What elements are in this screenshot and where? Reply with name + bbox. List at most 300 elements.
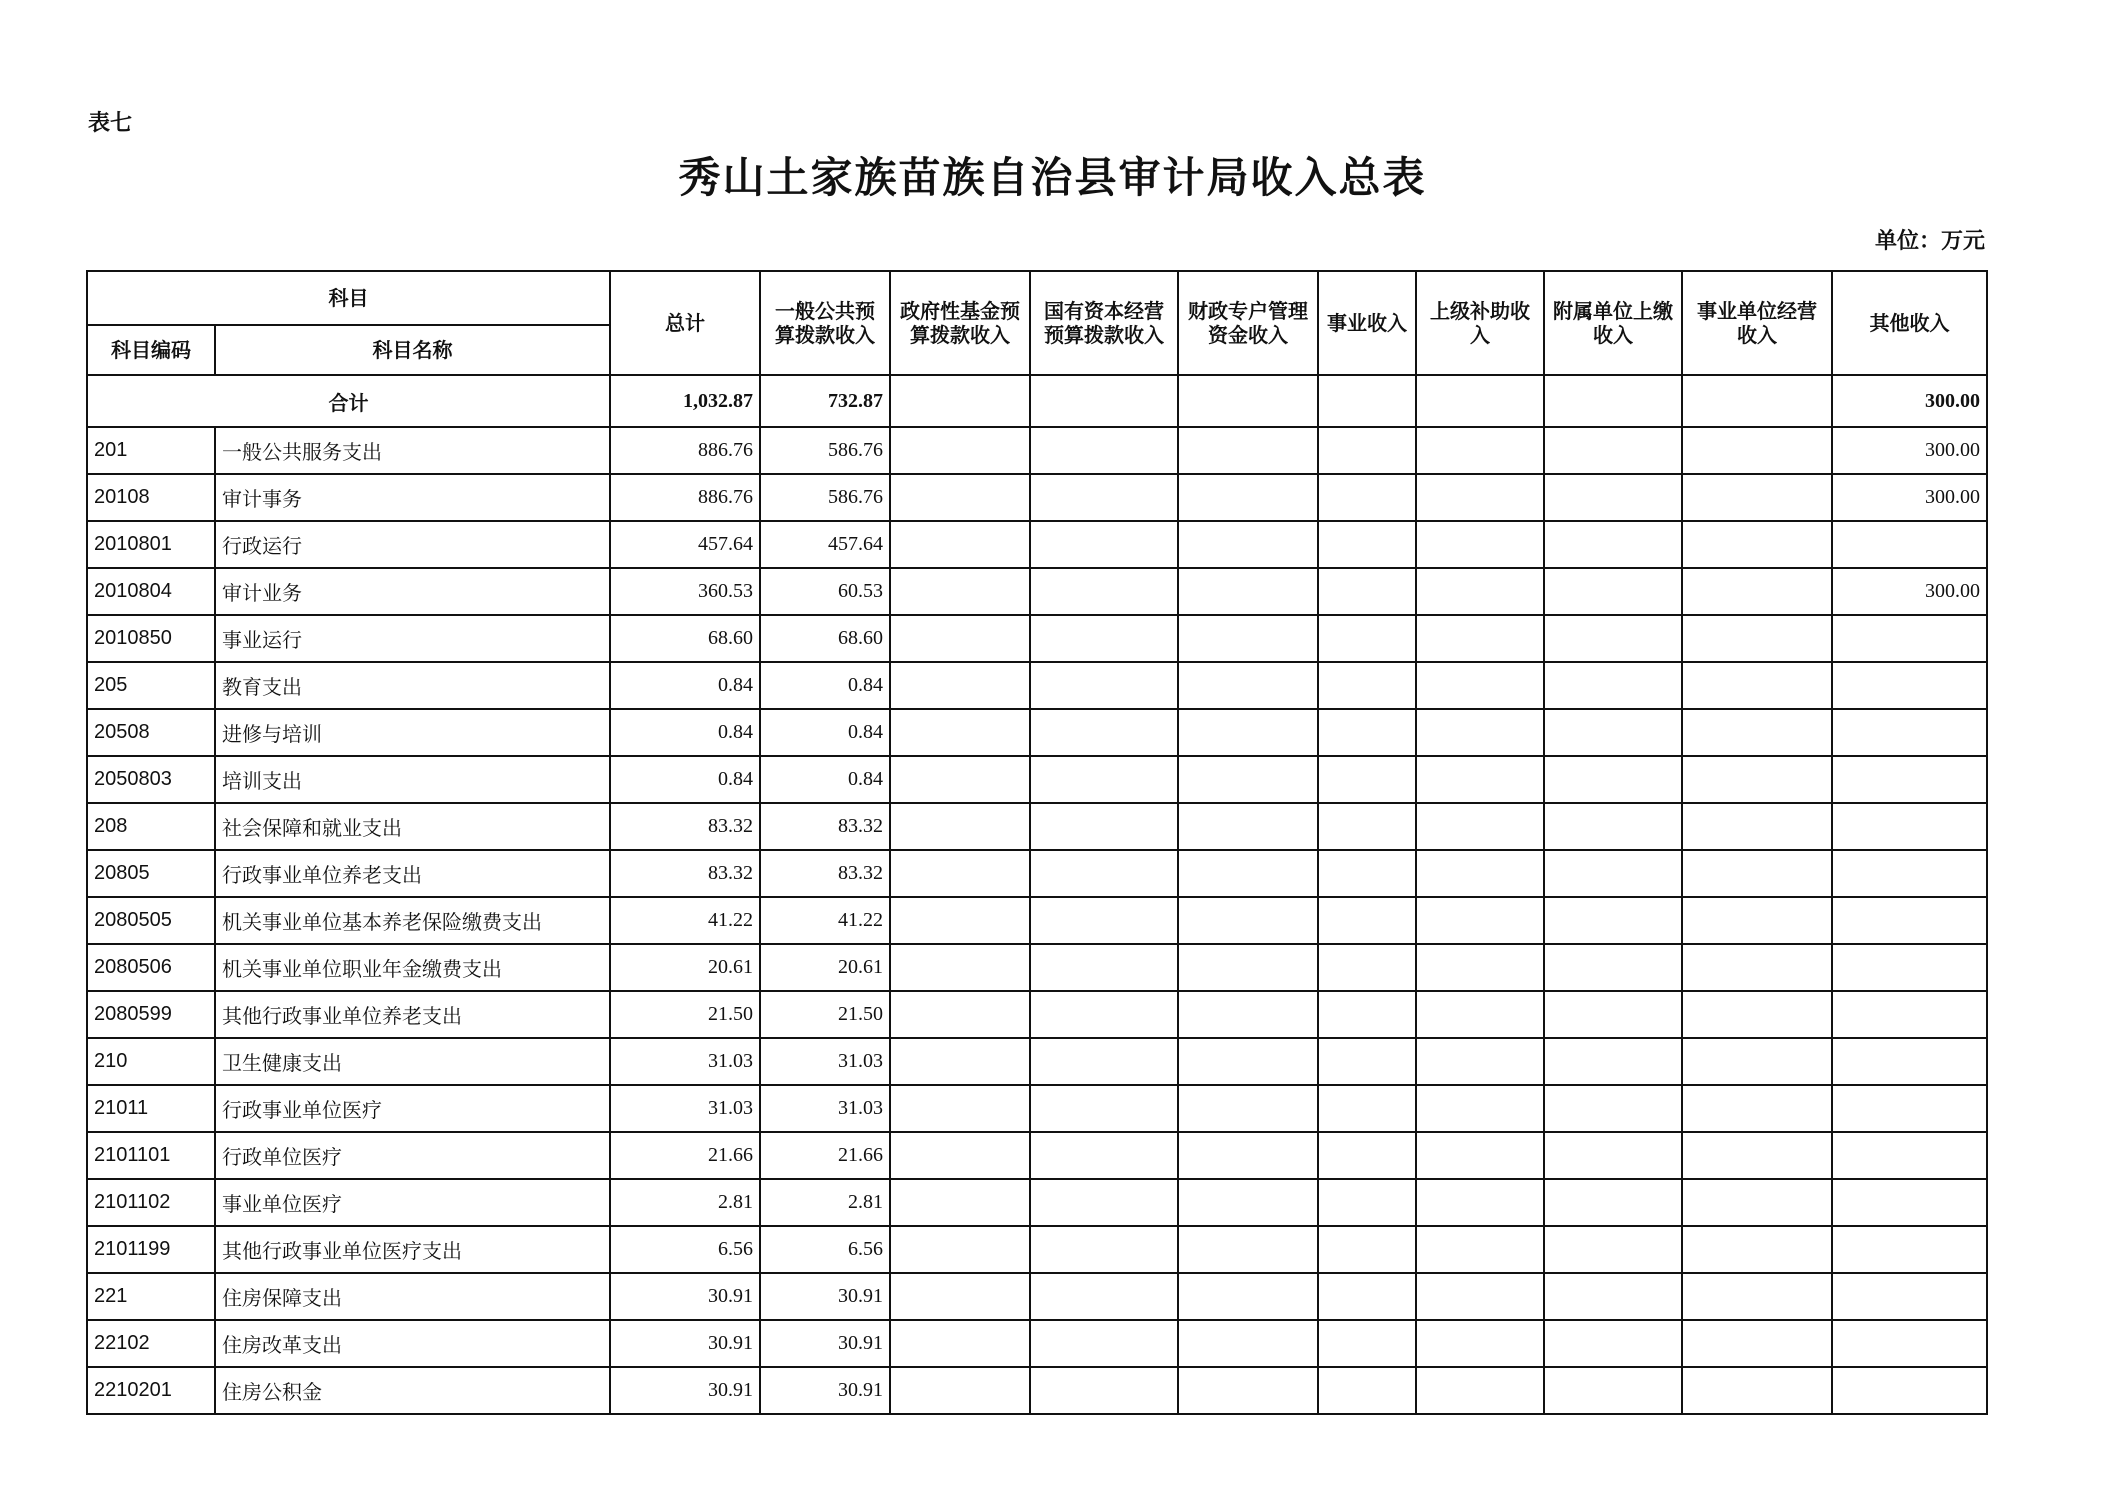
row-business-income: [1318, 1226, 1416, 1273]
row-business-income: [1318, 427, 1416, 474]
row-total: 20.61: [610, 944, 760, 991]
total-gov-fund: [890, 375, 1030, 427]
row-state-capital: [1030, 521, 1178, 568]
row-special-fund: [1178, 1320, 1318, 1367]
row-gov-fund: [890, 897, 1030, 944]
row-special-fund: [1178, 1038, 1318, 1085]
row-other-income: [1832, 1085, 1987, 1132]
row-state-capital: [1030, 1367, 1178, 1414]
row-name: 行政运行: [215, 521, 610, 568]
row-superior-subsidy: [1416, 615, 1544, 662]
row-code: 2210201: [87, 1367, 215, 1414]
row-state-capital: [1030, 474, 1178, 521]
row-operating-income: [1682, 1085, 1832, 1132]
row-affiliated-income: [1544, 1320, 1682, 1367]
row-code: 2101199: [87, 1226, 215, 1273]
row-superior-subsidy: [1416, 709, 1544, 756]
row-superior-subsidy: [1416, 1179, 1544, 1226]
table-row: [87, 944, 1987, 991]
header-business-income: 事业收入: [1318, 271, 1416, 375]
table-row: [87, 615, 1987, 662]
row-code: 210: [87, 1038, 215, 1085]
row-other-income: [1832, 1038, 1987, 1085]
row-operating-income: [1682, 850, 1832, 897]
row-general-budget: 30.91: [760, 1367, 890, 1414]
row-superior-subsidy: [1416, 521, 1544, 568]
row-superior-subsidy: [1416, 474, 1544, 521]
row-gov-fund: [890, 662, 1030, 709]
table-row: [87, 521, 1987, 568]
row-superior-subsidy: [1416, 1038, 1544, 1085]
row-affiliated-income: [1544, 991, 1682, 1038]
row-affiliated-income: [1544, 427, 1682, 474]
row-business-income: [1318, 944, 1416, 991]
total-superior-subsidy: [1416, 375, 1544, 427]
row-operating-income: [1682, 521, 1832, 568]
row-special-fund: [1178, 803, 1318, 850]
row-gov-fund: [890, 427, 1030, 474]
row-business-income: [1318, 1132, 1416, 1179]
row-general-budget: 31.03: [760, 1038, 890, 1085]
row-other-income: [1832, 803, 1987, 850]
header-code: 科目编码: [87, 325, 215, 375]
row-operating-income: [1682, 1367, 1832, 1414]
row-gov-fund: [890, 1038, 1030, 1085]
row-general-budget: 30.91: [760, 1320, 890, 1367]
row-total: 457.64: [610, 521, 760, 568]
row-other-income: [1832, 897, 1987, 944]
row-gov-fund: [890, 1226, 1030, 1273]
header-name: 科目名称: [215, 325, 610, 375]
total-state-capital: [1030, 375, 1178, 427]
row-superior-subsidy: [1416, 427, 1544, 474]
row-other-income: [1832, 991, 1987, 1038]
row-other-income: [1832, 521, 1987, 568]
row-other-income: [1832, 1132, 1987, 1179]
row-affiliated-income: [1544, 1367, 1682, 1414]
row-general-budget: 21.50: [760, 991, 890, 1038]
row-general-budget: 6.56: [760, 1226, 890, 1273]
row-affiliated-income: [1544, 944, 1682, 991]
row-other-income: [1832, 1320, 1987, 1367]
row-other-income: [1832, 1367, 1987, 1414]
row-affiliated-income: [1544, 615, 1682, 662]
row-name: 住房公积金: [215, 1367, 610, 1414]
row-superior-subsidy: [1416, 803, 1544, 850]
table-row: [87, 803, 1987, 850]
row-total: 21.50: [610, 991, 760, 1038]
row-superior-subsidy: [1416, 850, 1544, 897]
row-operating-income: [1682, 1132, 1832, 1179]
row-special-fund: [1178, 521, 1318, 568]
row-total: 30.91: [610, 1273, 760, 1320]
table-row: [87, 1179, 1987, 1226]
row-special-fund: [1178, 1367, 1318, 1414]
table-row: [87, 991, 1987, 1038]
total-general-budget: 732.87: [760, 375, 890, 427]
row-business-income: [1318, 1038, 1416, 1085]
row-general-budget: 20.61: [760, 944, 890, 991]
row-affiliated-income: [1544, 756, 1682, 803]
row-special-fund: [1178, 850, 1318, 897]
row-code: 20108: [87, 474, 215, 521]
table-row: [87, 662, 1987, 709]
row-total: 41.22: [610, 897, 760, 944]
row-superior-subsidy: [1416, 1273, 1544, 1320]
row-gov-fund: [890, 803, 1030, 850]
row-code: 201: [87, 427, 215, 474]
row-name: 审计事务: [215, 474, 610, 521]
total-label: 合计: [87, 375, 610, 427]
row-affiliated-income: [1544, 1085, 1682, 1132]
row-operating-income: [1682, 474, 1832, 521]
row-name: 其他行政事业单位医疗支出: [215, 1226, 610, 1273]
row-other-income: 300.00: [1832, 568, 1987, 615]
row-total: 0.84: [610, 662, 760, 709]
row-general-budget: 83.32: [760, 850, 890, 897]
header-operating-income: 事业单位经营收入: [1682, 271, 1832, 375]
row-name: 一般公共服务支出: [215, 427, 610, 474]
row-special-fund: [1178, 427, 1318, 474]
row-other-income: [1832, 850, 1987, 897]
row-state-capital: [1030, 662, 1178, 709]
row-gov-fund: [890, 1132, 1030, 1179]
table-row: [87, 427, 1987, 474]
row-general-budget: 0.84: [760, 756, 890, 803]
row-gov-fund: [890, 474, 1030, 521]
row-code: 2080599: [87, 991, 215, 1038]
row-business-income: [1318, 1273, 1416, 1320]
row-business-income: [1318, 756, 1416, 803]
row-state-capital: [1030, 991, 1178, 1038]
table-row: [87, 568, 1987, 615]
row-gov-fund: [890, 1179, 1030, 1226]
row-special-fund: [1178, 897, 1318, 944]
row-superior-subsidy: [1416, 1085, 1544, 1132]
unit-label: 单位：万元: [1874, 228, 1985, 254]
row-total: 21.66: [610, 1132, 760, 1179]
row-general-budget: 457.64: [760, 521, 890, 568]
row-name: 社会保障和就业支出: [215, 803, 610, 850]
row-general-budget: 0.84: [760, 662, 890, 709]
header-general-budget: 一般公共预算拨款收入: [760, 271, 890, 375]
row-name: 事业单位医疗: [215, 1179, 610, 1226]
table-row: [87, 1320, 1987, 1367]
table-row: [87, 1367, 1987, 1414]
row-general-budget: 83.32: [760, 803, 890, 850]
row-operating-income: [1682, 568, 1832, 615]
table-row: [87, 1038, 1987, 1085]
row-business-income: [1318, 474, 1416, 521]
row-code: 20508: [87, 709, 215, 756]
row-name: 卫生健康支出: [215, 1038, 610, 1085]
row-state-capital: [1030, 897, 1178, 944]
row-name: 行政事业单位医疗: [215, 1085, 610, 1132]
row-other-income: [1832, 662, 1987, 709]
row-code: 21011: [87, 1085, 215, 1132]
row-general-budget: 30.91: [760, 1273, 890, 1320]
row-total: 30.91: [610, 1367, 760, 1414]
row-business-income: [1318, 897, 1416, 944]
row-state-capital: [1030, 615, 1178, 662]
header-other-income: 其他收入: [1832, 271, 1987, 375]
row-gov-fund: [890, 568, 1030, 615]
row-business-income: [1318, 1320, 1416, 1367]
row-general-budget: 0.84: [760, 709, 890, 756]
row-code: 2101101: [87, 1132, 215, 1179]
row-gov-fund: [890, 521, 1030, 568]
row-gov-fund: [890, 1273, 1030, 1320]
row-total: 31.03: [610, 1038, 760, 1085]
row-total: 0.84: [610, 756, 760, 803]
table-row: [87, 474, 1987, 521]
row-operating-income: [1682, 803, 1832, 850]
row-general-budget: 31.03: [760, 1085, 890, 1132]
row-state-capital: [1030, 850, 1178, 897]
row-other-income: [1832, 1273, 1987, 1320]
row-other-income: [1832, 756, 1987, 803]
row-state-capital: [1030, 1038, 1178, 1085]
header-subject: 科目: [87, 271, 610, 325]
row-special-fund: [1178, 1132, 1318, 1179]
row-other-income: 300.00: [1832, 474, 1987, 521]
row-gov-fund: [890, 850, 1030, 897]
row-gov-fund: [890, 944, 1030, 991]
row-special-fund: [1178, 615, 1318, 662]
row-state-capital: [1030, 1320, 1178, 1367]
row-other-income: [1832, 1226, 1987, 1273]
row-total: 68.60: [610, 615, 760, 662]
row-superior-subsidy: [1416, 1226, 1544, 1273]
header-gov-fund: 政府性基金预算拨款收入: [890, 271, 1030, 375]
row-business-income: [1318, 850, 1416, 897]
row-code: 2080506: [87, 944, 215, 991]
row-code: 2101102: [87, 1179, 215, 1226]
row-special-fund: [1178, 1226, 1318, 1273]
row-gov-fund: [890, 991, 1030, 1038]
row-state-capital: [1030, 427, 1178, 474]
total-other-income: 300.00: [1832, 375, 1987, 427]
row-code: 22102: [87, 1320, 215, 1367]
page-label: 表七: [88, 110, 133, 136]
row-total: 30.91: [610, 1320, 760, 1367]
page-title: 秀山土家族苗族自治县审计局收入总表: [678, 153, 1427, 202]
row-business-income: [1318, 1179, 1416, 1226]
row-operating-income: [1682, 756, 1832, 803]
table-row: [87, 1273, 1987, 1320]
row-gov-fund: [890, 1085, 1030, 1132]
row-name: 行政事业单位养老支出: [215, 850, 610, 897]
total-operating-income: [1682, 375, 1832, 427]
row-special-fund: [1178, 662, 1318, 709]
row-total: 83.32: [610, 850, 760, 897]
table-row: [87, 709, 1987, 756]
row-special-fund: [1178, 944, 1318, 991]
row-special-fund: [1178, 991, 1318, 1038]
row-business-income: [1318, 709, 1416, 756]
row-state-capital: [1030, 1132, 1178, 1179]
row-state-capital: [1030, 1226, 1178, 1273]
row-affiliated-income: [1544, 897, 1682, 944]
row-superior-subsidy: [1416, 1367, 1544, 1414]
header-total: 总计: [610, 271, 760, 375]
row-special-fund: [1178, 709, 1318, 756]
row-superior-subsidy: [1416, 1132, 1544, 1179]
row-code: 2010804: [87, 568, 215, 615]
row-business-income: [1318, 615, 1416, 662]
row-total: 31.03: [610, 1085, 760, 1132]
row-special-fund: [1178, 568, 1318, 615]
row-other-income: [1832, 709, 1987, 756]
row-name: 住房改革支出: [215, 1320, 610, 1367]
row-total: 886.76: [610, 427, 760, 474]
row-special-fund: [1178, 756, 1318, 803]
row-affiliated-income: [1544, 1226, 1682, 1273]
row-gov-fund: [890, 1320, 1030, 1367]
row-superior-subsidy: [1416, 991, 1544, 1038]
row-total: 6.56: [610, 1226, 760, 1273]
row-name: 教育支出: [215, 662, 610, 709]
row-name: 住房保障支出: [215, 1273, 610, 1320]
row-affiliated-income: [1544, 709, 1682, 756]
row-special-fund: [1178, 474, 1318, 521]
row-general-budget: 586.76: [760, 474, 890, 521]
table-body: [87, 375, 1987, 1414]
row-gov-fund: [890, 756, 1030, 803]
total-total: 1,032.87: [610, 375, 760, 427]
row-name: 进修与培训: [215, 709, 610, 756]
row-code: 221: [87, 1273, 215, 1320]
row-affiliated-income: [1544, 662, 1682, 709]
row-affiliated-income: [1544, 1273, 1682, 1320]
row-total: 886.76: [610, 474, 760, 521]
row-total: 360.53: [610, 568, 760, 615]
row-code: 2010801: [87, 521, 215, 568]
table-row: [87, 1085, 1987, 1132]
row-affiliated-income: [1544, 803, 1682, 850]
row-superior-subsidy: [1416, 944, 1544, 991]
row-code: 2080505: [87, 897, 215, 944]
row-affiliated-income: [1544, 1179, 1682, 1226]
header-state-capital: 国有资本经营预算拨款收入: [1030, 271, 1178, 375]
row-general-budget: 68.60: [760, 615, 890, 662]
row-business-income: [1318, 662, 1416, 709]
row-operating-income: [1682, 897, 1832, 944]
total-business-income: [1318, 375, 1416, 427]
table-row: [87, 897, 1987, 944]
row-business-income: [1318, 991, 1416, 1038]
row-general-budget: 2.81: [760, 1179, 890, 1226]
row-other-income: 300.00: [1832, 427, 1987, 474]
row-affiliated-income: [1544, 521, 1682, 568]
table-row: [87, 756, 1987, 803]
row-code: 20805: [87, 850, 215, 897]
row-state-capital: [1030, 944, 1178, 991]
header-superior-subsidy: 上级补助收入: [1416, 271, 1544, 375]
row-affiliated-income: [1544, 850, 1682, 897]
row-state-capital: [1030, 803, 1178, 850]
table-row: [87, 1132, 1987, 1179]
row-state-capital: [1030, 1085, 1178, 1132]
row-other-income: [1832, 615, 1987, 662]
row-general-budget: 21.66: [760, 1132, 890, 1179]
row-operating-income: [1682, 1320, 1832, 1367]
row-state-capital: [1030, 1179, 1178, 1226]
header-special-fund: 财政专户管理资金收入: [1178, 271, 1318, 375]
total-affiliated-income: [1544, 375, 1682, 427]
row-superior-subsidy: [1416, 897, 1544, 944]
row-name: 机关事业单位基本养老保险缴费支出: [215, 897, 610, 944]
row-name: 审计业务: [215, 568, 610, 615]
row-state-capital: [1030, 1273, 1178, 1320]
row-affiliated-income: [1544, 474, 1682, 521]
row-state-capital: [1030, 709, 1178, 756]
row-name: 机关事业单位职业年金缴费支出: [215, 944, 610, 991]
row-general-budget: 60.53: [760, 568, 890, 615]
row-business-income: [1318, 568, 1416, 615]
row-state-capital: [1030, 756, 1178, 803]
row-state-capital: [1030, 568, 1178, 615]
row-operating-income: [1682, 944, 1832, 991]
row-other-income: [1832, 944, 1987, 991]
row-code: 2050803: [87, 756, 215, 803]
row-operating-income: [1682, 1179, 1832, 1226]
total-row: [87, 375, 1987, 427]
row-business-income: [1318, 803, 1416, 850]
row-other-income: [1832, 1179, 1987, 1226]
header-affiliated-income: 附属单位上缴收入: [1544, 271, 1682, 375]
income-table: [86, 270, 1988, 1415]
row-code: 205: [87, 662, 215, 709]
row-general-budget: 586.76: [760, 427, 890, 474]
row-business-income: [1318, 521, 1416, 568]
row-operating-income: [1682, 615, 1832, 662]
table-row: [87, 1226, 1987, 1273]
row-business-income: [1318, 1085, 1416, 1132]
row-operating-income: [1682, 427, 1832, 474]
row-operating-income: [1682, 1226, 1832, 1273]
table-row: [87, 850, 1987, 897]
row-affiliated-income: [1544, 568, 1682, 615]
row-gov-fund: [890, 709, 1030, 756]
row-affiliated-income: [1544, 1038, 1682, 1085]
row-special-fund: [1178, 1179, 1318, 1226]
row-name: 事业运行: [215, 615, 610, 662]
row-code: 2010850: [87, 615, 215, 662]
row-operating-income: [1682, 1038, 1832, 1085]
row-name: 行政单位医疗: [215, 1132, 610, 1179]
row-gov-fund: [890, 615, 1030, 662]
row-name: 其他行政事业单位养老支出: [215, 991, 610, 1038]
row-total: 83.32: [610, 803, 760, 850]
row-special-fund: [1178, 1273, 1318, 1320]
row-operating-income: [1682, 709, 1832, 756]
row-operating-income: [1682, 662, 1832, 709]
row-operating-income: [1682, 1273, 1832, 1320]
row-superior-subsidy: [1416, 662, 1544, 709]
row-code: 208: [87, 803, 215, 850]
row-total: 0.84: [610, 709, 760, 756]
row-business-income: [1318, 1367, 1416, 1414]
row-affiliated-income: [1544, 1132, 1682, 1179]
row-total: 2.81: [610, 1179, 760, 1226]
row-operating-income: [1682, 991, 1832, 1038]
row-special-fund: [1178, 1085, 1318, 1132]
row-superior-subsidy: [1416, 568, 1544, 615]
row-general-budget: 41.22: [760, 897, 890, 944]
row-name: 培训支出: [215, 756, 610, 803]
row-superior-subsidy: [1416, 1320, 1544, 1367]
